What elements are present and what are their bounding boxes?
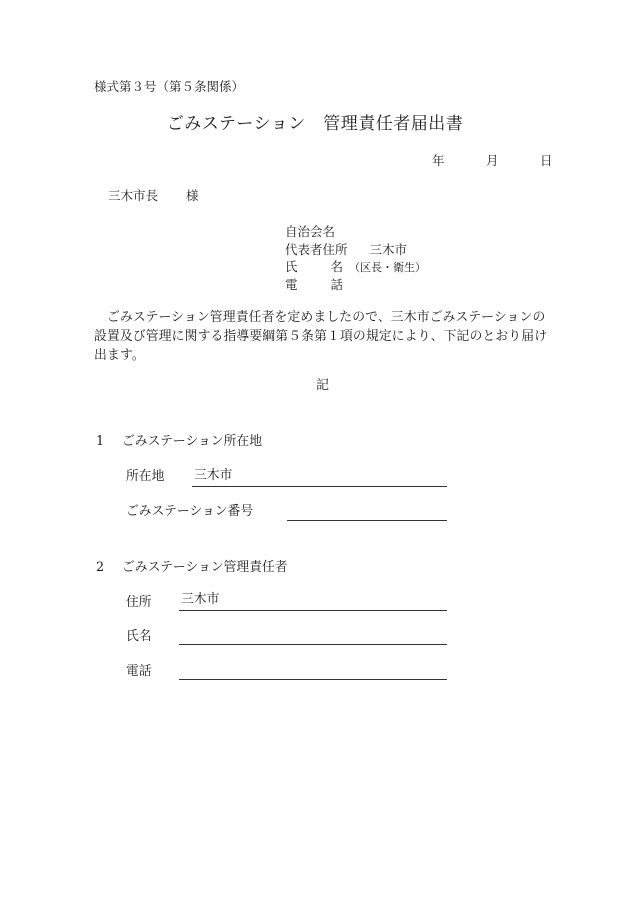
address-input-line[interactable] [179,594,447,611]
date-day-label: 日 [540,153,553,168]
section-title: ごみステーション所在地 [122,434,262,449]
section-1-heading [96,436,262,449]
document-title: ごみステーション 管理責任者届出書 [166,114,464,134]
field-label-name: 氏名 [126,629,152,644]
representative-address-value: 三木市 [369,241,408,257]
representative-address-label: 代表者住所 [285,241,348,257]
field-label-address: 住所 [126,595,152,610]
section-number: 2 [96,560,105,575]
name-note: （区長・衛生） [349,261,427,274]
phone-input-line[interactable] [179,663,447,680]
section-title: ごみステーション管理責任者 [122,560,288,575]
addressee-honorific: 様 [186,188,199,203]
name-label-1: 氏 [285,259,298,274]
phone-label-2: 話 [330,276,344,292]
phone-row [285,276,426,294]
name-input-line[interactable] [179,628,447,645]
applicant-block [285,223,426,293]
section-2-heading [96,562,288,575]
association-row [285,223,426,241]
phone-label-1: 電 [285,276,298,292]
representative-name-row [285,258,426,276]
representative-address-row [285,241,426,259]
name-label-2: 名 [330,259,344,274]
association-label: 自治会名 [285,224,336,239]
station-number-input-line[interactable] [287,504,447,521]
field-label-station-number: ごみステーション番号 [126,504,254,519]
date-year-label: 年 [432,153,445,168]
date-month-label: 月 [486,153,499,168]
field-label-location: 所在地 [126,469,165,484]
location-input-line[interactable] [192,470,447,487]
section-number: 1 [96,434,105,449]
address-prefill: 三木市 [181,592,220,607]
body-paragraph: ごみステーション管理責任者を定めましたので、三木市ごみステーションの設置及び管理に関する指導要綱第５条第１項の規定により、下記のとおり届け出ます。 [94,310,548,363]
field-label-phone: 電話 [126,664,152,679]
addressee-name: 三木市長 [108,188,159,203]
form-number: 様式第３号（第５条関係） [94,79,245,94]
location-prefill: 三木市 [194,468,233,483]
addressee [108,190,199,203]
ki-heading: 記 [316,378,330,393]
